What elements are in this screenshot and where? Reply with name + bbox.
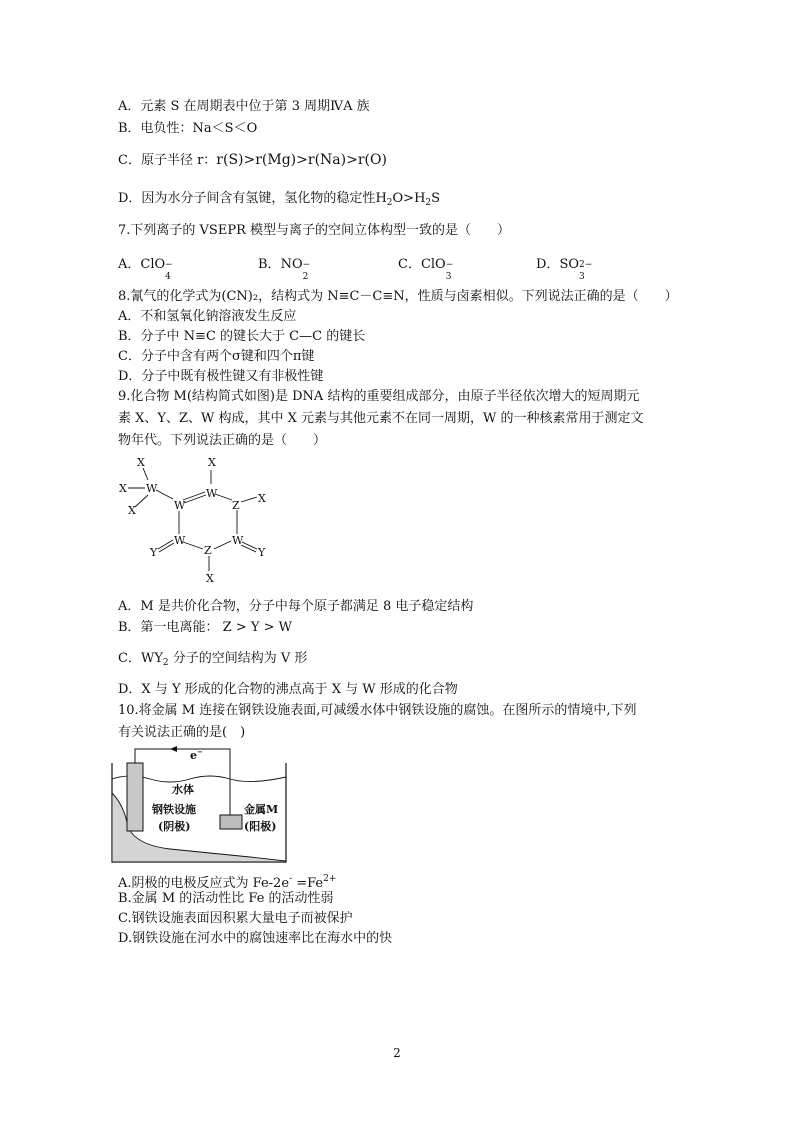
electron-sup: − xyxy=(197,747,203,756)
q7-stem: 7.下列离子的 VSEPR 模型与离子的空间立体构型一致的是（ ） xyxy=(118,223,510,238)
electron-flow-arrow xyxy=(170,746,177,752)
q7-option-b-formula: NO xyxy=(280,257,303,272)
q7-option-c xyxy=(398,256,454,282)
q9-option-a: A．M 是共价化合物，分子中每个原子都满足 8 电子稳定结构 xyxy=(118,599,474,614)
q8-option-c: C．分子中含有两个σ键和四个π键 xyxy=(118,349,315,364)
atom-w-1: W xyxy=(146,482,158,495)
q6-option-c xyxy=(118,151,387,170)
q7-option-d-sub: 3 xyxy=(579,272,585,282)
q6-option-d-s: S xyxy=(431,191,441,206)
q7-option-d xyxy=(536,256,593,282)
q8-option-b: B．分子中 N≡C 的键长大于 C—C 的键长 xyxy=(118,329,366,344)
q9-option-c-formula: WY xyxy=(140,651,163,666)
q9-stem-line3: 物年代。下列说法正确的是（ ） xyxy=(118,433,327,448)
electron-label: e xyxy=(190,749,197,762)
anode-label: (阳极) xyxy=(244,820,277,833)
metal-m-block xyxy=(220,815,242,829)
q6-option-d-h: H xyxy=(375,191,387,206)
q9-option-b: B．第一电离能： Z > Y > W xyxy=(118,620,292,635)
atom-w-4: W xyxy=(174,534,186,547)
q8-option-a: A．不和氢氧化钠溶液发生反应 xyxy=(118,309,297,324)
atom-x-4: X xyxy=(208,456,216,469)
atom-w-3: W xyxy=(206,487,218,500)
q10-option-a-sup1: - xyxy=(289,874,293,884)
atom-x-5: X xyxy=(258,492,266,505)
q7-option-d-label: D． xyxy=(536,257,560,272)
q7-option-a xyxy=(118,256,173,282)
q10-option-a-mid: =Fe xyxy=(292,876,324,891)
q7-option-a-formula: ClO xyxy=(140,257,166,272)
atom-y-2: Y xyxy=(258,546,266,559)
q9-option-c-sub: 2 xyxy=(162,658,169,668)
q7-option-a-sub: 4 xyxy=(165,272,171,282)
q6-option-c-prefix: C．原子半径 r： xyxy=(118,153,217,168)
q7-option-b-sub: 2 xyxy=(302,272,309,282)
q7-option-b-label: B． xyxy=(258,257,281,272)
q6-option-d-sub1: 2 xyxy=(386,198,393,208)
atom-x-2: X xyxy=(119,482,127,495)
q9-option-c-suffix: 分子的空间结构为 V 形 xyxy=(168,651,308,666)
q7-option-a-sup: − xyxy=(165,260,173,270)
q6-option-d-sub2: 2 xyxy=(425,198,432,208)
atom-x-3: X xyxy=(128,504,136,517)
atom-x-1: X xyxy=(137,456,145,469)
atom-z-2: Z xyxy=(204,544,212,557)
compound-m-structure xyxy=(110,452,290,594)
page-number: 2 xyxy=(393,1046,401,1060)
q7-option-c-formula: ClO xyxy=(420,257,446,272)
q10-option-a-sup2: 2+ xyxy=(323,874,337,884)
q7-option-d-sup: 2− xyxy=(579,260,593,270)
q10-stem-line2: 有关说法正确的是( ) xyxy=(118,725,246,740)
q7-option-a-label: A． xyxy=(118,257,141,272)
q9-option-d: D．X 与 Y 形成的化合物的沸点高于 X 与 W 形成的化合物 xyxy=(118,682,458,697)
q9-stem-line1: 9.化合物 M(结构简式如图)是 DNA 结构的重要组成部分，由原子半径依次增大的短周期元 xyxy=(118,389,640,404)
q7-option-c-sub: 3 xyxy=(445,272,452,282)
q10-stem-line1: 10.将金属 M 连接在钢铁设施表面,可减缓水体中钢铁设施的腐蚀。在图所示的情境中,下列 xyxy=(118,703,637,718)
q7-option-b-sup: − xyxy=(302,260,311,270)
water-label: 水体 xyxy=(172,783,194,796)
metal-m-label: 金属M xyxy=(244,803,279,816)
q6-option-d-prefix: D．因为水分子间含有氢键，氢化物的稳定性 xyxy=(118,191,376,206)
q9-option-c-prefix: C． xyxy=(118,651,141,666)
atom-z-1: Z xyxy=(232,499,240,512)
q7-option-c-sup: − xyxy=(445,260,454,270)
q9-option-c xyxy=(118,650,307,672)
q7-option-b xyxy=(258,256,311,282)
atom-w-5: W xyxy=(232,534,244,547)
q6-option-b: B．电负性：Na＜S＜O xyxy=(118,121,258,136)
q10-option-c: C.钢铁设施表面因积累大量电子而被保护 xyxy=(118,911,353,926)
steel-label: 钢铁设施 xyxy=(152,803,196,816)
steel-facility xyxy=(127,763,143,831)
q7-option-d-formula: SO xyxy=(559,257,580,272)
q7-option-c-label: C． xyxy=(398,257,421,272)
q6-option-c-formula: r(S)>r(Mg)>r(Na)>r(O) xyxy=(216,152,387,168)
corrosion-protection-diagram xyxy=(110,745,288,865)
q8-stem: 8.氰气的化学式为(CN)₂，结构式为 N≡C－C≡N，性质与卤素相似。下列说法正确的是（ ） xyxy=(118,289,678,304)
q6-option-d xyxy=(118,190,440,212)
atom-w-2: W xyxy=(174,499,186,512)
cathode-label: (阴极) xyxy=(158,820,191,833)
q10-option-d: D.钢铁设施在河水中的腐蚀速率比在海水中的快 xyxy=(118,931,393,946)
q6-option-a: A．元素 S 在周期表中位于第 3 周期ⅣA 族 xyxy=(118,99,370,114)
q6-option-d-mid: O>H xyxy=(392,191,426,206)
atom-y-1: Y xyxy=(150,546,158,559)
q10-option-a-prefix: A.阴极的电极反应式为 Fe-2e xyxy=(118,876,290,891)
atom-x-6: X xyxy=(206,572,214,585)
q9-stem-line2: 素 X、Y、Z、W 构成，其中 X 元素与其他元素不在同一周期，W 的一种核素常用于测定文 xyxy=(118,411,644,426)
q10-option-b: B.金属 M 的活动性比 Fe 的活动性弱 xyxy=(118,891,334,906)
q8-option-d: D．分子中既有极性键又有非极性键 xyxy=(118,369,324,384)
